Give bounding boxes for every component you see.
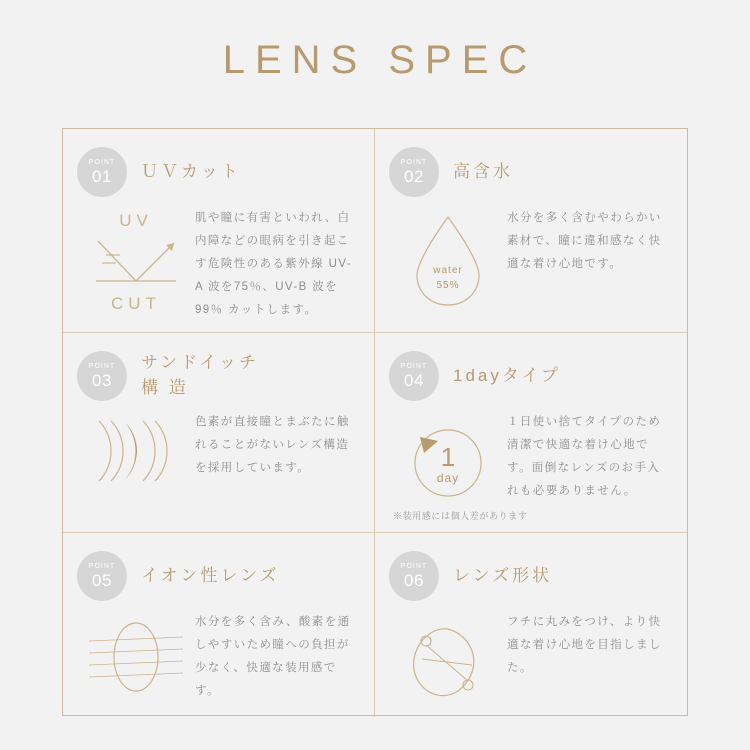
sandwich-lens-diagram bbox=[81, 415, 191, 487]
uv-cut-icon bbox=[77, 205, 195, 314]
cell-header bbox=[77, 143, 356, 201]
cell-header bbox=[389, 143, 669, 201]
uv-label: UV bbox=[119, 211, 153, 230]
point-badge-number: 03 bbox=[92, 371, 112, 390]
cell-description: １日使い捨てタイプのため清潔で快適な着け心地です。面倒なレンズのお手入れも必要ありません。 bbox=[507, 416, 662, 497]
point-badge-number: 05 bbox=[92, 571, 112, 590]
point-badge-label: POINT bbox=[88, 363, 116, 370]
cell-body bbox=[77, 609, 356, 707]
water-drop-icon bbox=[389, 205, 507, 311]
cell-body bbox=[389, 609, 669, 707]
ionic-lens-diagram bbox=[81, 615, 191, 699]
one-day-unit: day bbox=[436, 470, 460, 485]
point-badge-label: POINT bbox=[400, 563, 428, 570]
ionic-lens-icon bbox=[77, 609, 195, 699]
lens-shape-diagram bbox=[396, 615, 500, 707]
cell-description: 水分を多く含み、酸素を通しやすいため瞳への負担が少なく、快適な装用感です。 bbox=[195, 616, 351, 697]
point-badge-label: POINT bbox=[400, 363, 428, 370]
cell-title: イオン性レンズ bbox=[141, 565, 280, 585]
cell-title: 高含水 bbox=[453, 161, 513, 181]
lens-shape-icon bbox=[389, 609, 507, 707]
cell-title bbox=[141, 351, 259, 400]
one-day-note: ※装用感には個人差があります bbox=[393, 511, 528, 521]
spec-cell-high-water bbox=[375, 129, 687, 333]
cell-description: 水分を多く含むやわらかい素材で、瞳に違和感なく快適な着け心地です。 bbox=[507, 212, 662, 270]
cell-description: 肌や瞳に有害といわれ、白内障などの眼病を引き起こす危険性のある紫外線 UV-A 波を75％、UV-B 波を99％ カットします。 bbox=[195, 212, 352, 316]
one-day-icon bbox=[389, 409, 507, 507]
point-badge-02 bbox=[389, 147, 439, 197]
cell-title-line2: 構 造 bbox=[141, 378, 189, 397]
cell-title: レンズ形状 bbox=[453, 565, 553, 585]
cell-description: フチに丸みをつけ、より快適な着け心地を目指しました。 bbox=[507, 616, 662, 674]
spec-grid bbox=[62, 128, 688, 716]
point-badge-label: POINT bbox=[88, 563, 116, 570]
cell-header bbox=[77, 547, 356, 605]
cell-title-line1: サンドイッチ bbox=[141, 353, 259, 373]
page-title: LENS SPEC bbox=[222, 38, 538, 82]
cell-header bbox=[77, 347, 356, 405]
water-percent: 55% bbox=[436, 280, 460, 291]
point-badge-label: POINT bbox=[88, 159, 116, 166]
cell-header bbox=[389, 547, 669, 605]
cell-title: 1dayタイプ bbox=[453, 365, 562, 385]
cell-body bbox=[77, 409, 356, 522]
cell-body bbox=[389, 205, 669, 322]
spec-cell-uv-cut bbox=[63, 129, 375, 333]
cell-body bbox=[389, 409, 669, 507]
point-badge-number: 06 bbox=[404, 571, 424, 590]
cell-description: 色素が直接瞳とまぶたに触れることがないレンズ構造を採用しています。 bbox=[195, 416, 350, 474]
point-badge-label: POINT bbox=[400, 159, 428, 166]
water-label: water bbox=[433, 265, 463, 276]
cell-body bbox=[77, 205, 356, 322]
point-badge-number: 04 bbox=[404, 371, 424, 390]
cell-title: ＵＶカット bbox=[141, 161, 241, 181]
uv-arrow-diagram bbox=[90, 231, 182, 289]
point-badge-06 bbox=[389, 551, 439, 601]
point-badge-04 bbox=[389, 351, 439, 401]
point-badge-01 bbox=[77, 147, 127, 197]
one-day-number: 1 bbox=[440, 442, 456, 472]
point-badge-number: 02 bbox=[404, 167, 424, 186]
cell-header bbox=[389, 347, 669, 405]
water-drop-shape bbox=[409, 211, 487, 311]
sandwich-lens-icon bbox=[77, 409, 195, 487]
point-badge-03 bbox=[77, 351, 127, 401]
cut-label: CUT bbox=[111, 294, 161, 313]
spec-cell-ionic bbox=[63, 533, 375, 717]
point-badge-number: 01 bbox=[92, 167, 112, 186]
spec-cell-one-day bbox=[375, 333, 687, 533]
spec-cell-sandwich bbox=[63, 333, 375, 533]
spec-cell-lens-shape bbox=[375, 533, 687, 717]
point-badge-05 bbox=[77, 551, 127, 601]
